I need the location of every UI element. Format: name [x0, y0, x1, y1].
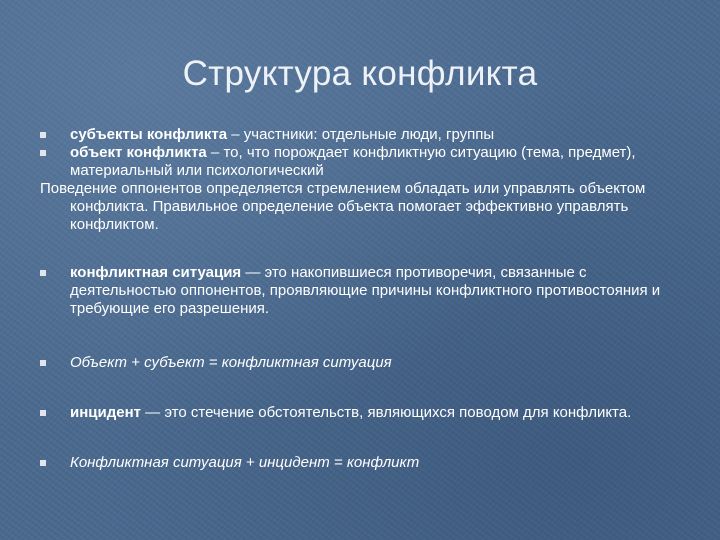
term-incident: инцидент — [70, 404, 141, 421]
term-subjects: субъекты конфликта — [70, 126, 228, 143]
list-item-formula-2 — [40, 454, 680, 472]
square-bullet-icon — [40, 132, 46, 138]
slide-content — [40, 126, 680, 472]
formula-situation-incident: Конфликтная ситуация + инцидент = конфликт — [70, 454, 420, 471]
list-item-formula-1 — [40, 354, 680, 372]
term-object: объект конфликта — [70, 144, 207, 161]
square-bullet-icon — [40, 410, 46, 416]
square-bullet-icon — [40, 150, 46, 156]
definition-incident: — это стечение обстоятельств, являющихся поводом для конфликта. — [141, 404, 632, 421]
list-item-conflict-situation — [40, 264, 680, 318]
definition-object: – то, что порождает конфликтную ситуацию (тема, предмет), материальный или психологический — [70, 144, 636, 179]
term-conflict-situation: конфликтная ситуация — [70, 264, 242, 281]
behavior-paragraph: Поведение оппонентов определяется стремлением обладать или управлять объектом конфликта. Правильное определение объекта помогает эффективно управлять конфликтом. — [40, 180, 646, 233]
list-item-subjects — [40, 126, 680, 144]
slide-title: Структура конфликта — [182, 54, 538, 93]
definition-subjects: – участники: отдельные люди, группы — [227, 126, 495, 143]
formula-object-subject: Объект + субъект = конфликтная ситуация — [70, 354, 392, 371]
square-bullet-icon — [40, 270, 46, 276]
square-bullet-icon — [40, 360, 46, 366]
definition-conflict-situation: — это накопившиеся противоречия, связанные с деятельностью оппонентов, проявляющие причины конфликтного противостояния и требующие его разрешения. — [70, 264, 661, 317]
square-bullet-icon — [40, 460, 46, 466]
list-item-object — [40, 144, 680, 180]
list-item-incident — [40, 404, 680, 422]
